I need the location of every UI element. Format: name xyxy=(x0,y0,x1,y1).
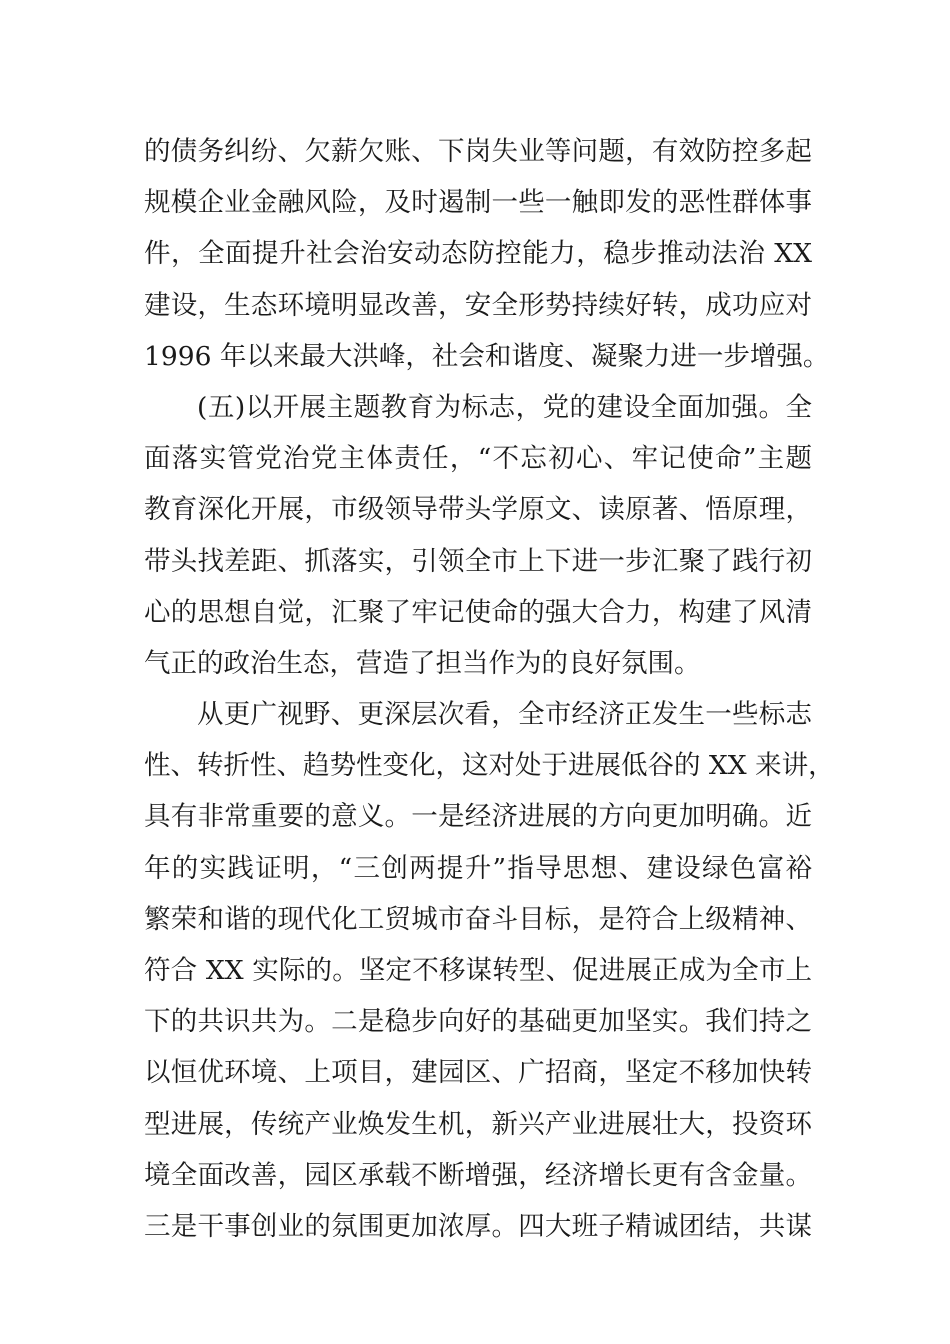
paragraph-start-line: (五)以开展主题教育为标志，党的建设全面加强。全 xyxy=(197,391,812,423)
text-line: 型进展，传统产业焕发生机，新兴产业进展壮大，投资环 xyxy=(144,1108,812,1140)
text-line: 具有非常重要的意义。一是经济进展的方向更加明确。近 xyxy=(144,801,812,833)
text-line: 教育深化开展，市级领导带头学原文、读原著、悟原理， xyxy=(144,494,812,526)
text-line: 建设，生态环境明显改善，安全形势持续好转，成功应对 xyxy=(144,289,812,321)
text-line: 年的实践证明，“三创两提升”指导思想、建设绿色富裕 xyxy=(144,852,812,884)
text-line: 规模企业金融风险，及时遏制一些一触即发的恶性群体事 xyxy=(144,187,812,219)
text-line: 繁荣和谐的现代化工贸城市奋斗目标，是符合上级精神、 xyxy=(144,903,812,935)
text-line: 心的思想自觉，汇聚了牢记使命的强大合力，构建了风清 xyxy=(144,596,812,628)
text-line: 气正的政治生态，营造了担当作为的良好氛围。 xyxy=(144,647,701,679)
text-line: 面落实管党治党主体责任，“不忘初心、牢记使命”主题 xyxy=(144,443,812,475)
text-line: 三是干事创业的氛围更加浓厚。四大班子精诚团结，共谋 xyxy=(144,1210,812,1242)
text-line: 以恒优环境、上项目，建园区、广招商，坚定不移加快转 xyxy=(144,1057,812,1089)
text-line: 性、转折性、趋势性变化，这对处于进展低谷的 XX 来讲， xyxy=(144,750,835,782)
text-line: 1996 年以来最大洪峰，社会和谐度、凝聚力进一步增强。 xyxy=(144,340,830,372)
text-line: 的债务纠纷、欠薪欠账、下岗失业等问题，有效防控多起 xyxy=(144,136,812,167)
body-text xyxy=(144,126,835,1252)
text-line: 境全面改善，园区承载不断增强，经济增长更有含金量。 xyxy=(144,1159,812,1191)
text-line: 下的共识共为。二是稳步向好的基础更加坚实。我们持之 xyxy=(144,1006,812,1038)
text-line: 件，全面提升社会治安动态防控能力，稳步推动法治 XX xyxy=(144,238,812,270)
paragraph-start-line: 从更广视野、更深层次看，全市经济正发生一些标志 xyxy=(197,699,812,731)
text-line: 符合 XX 实际的。坚定不移谋转型、促进展正成为全市上 xyxy=(144,955,812,986)
text-line: 带头找差距、抓落实，引领全市上下进一步汇聚了践行初 xyxy=(144,545,812,577)
